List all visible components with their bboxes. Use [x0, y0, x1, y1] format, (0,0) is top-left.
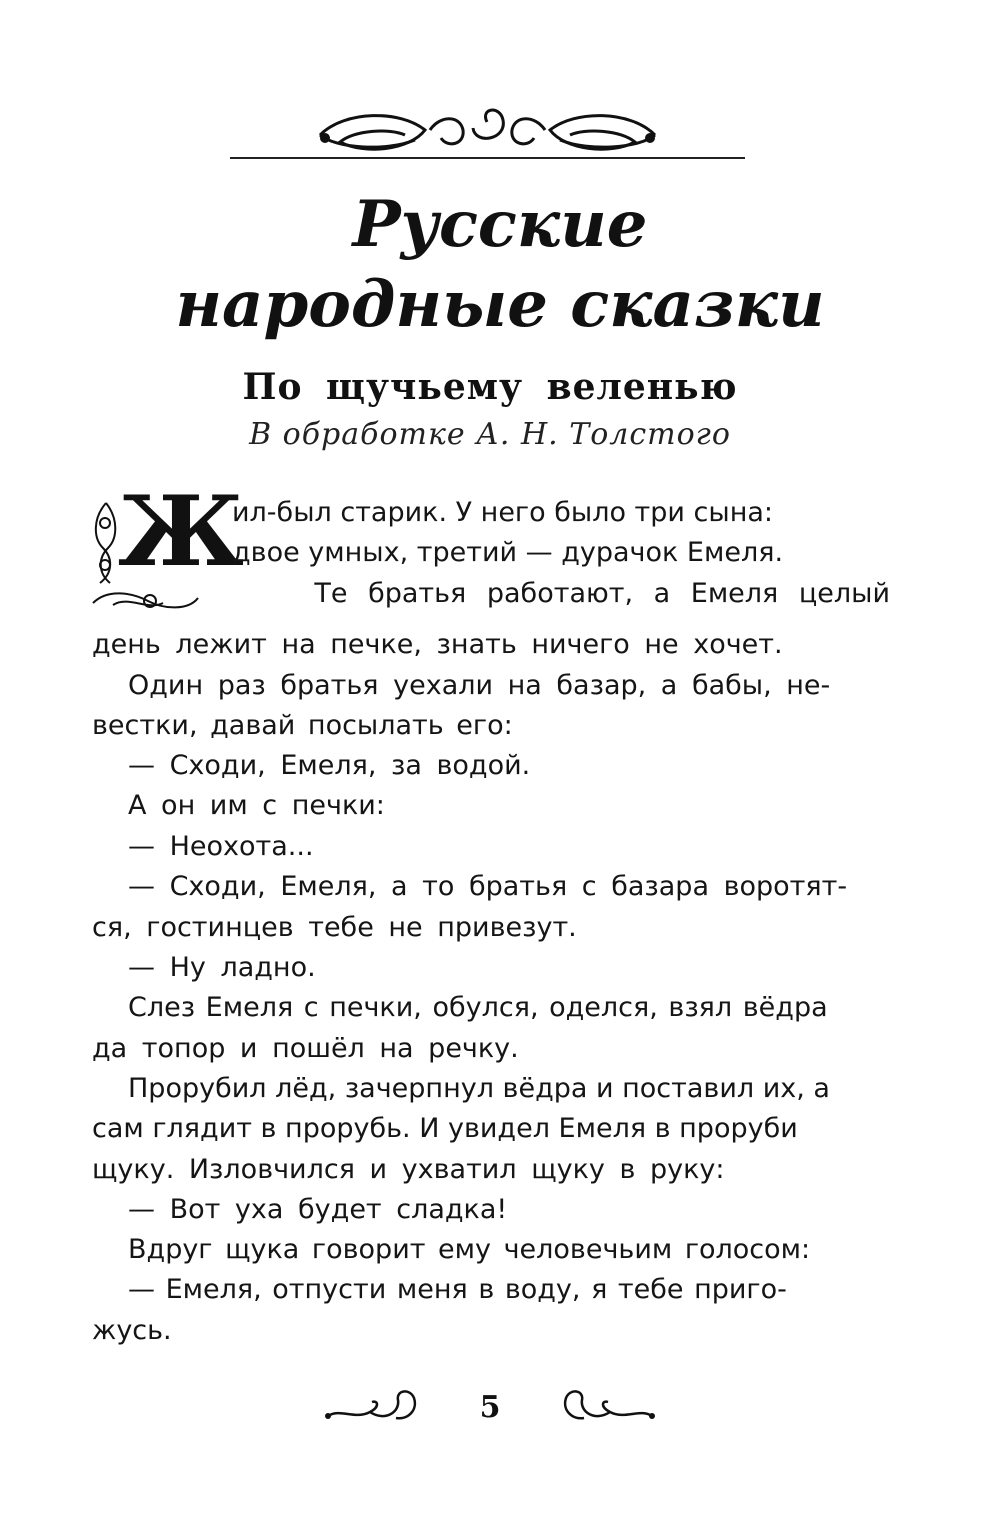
text-line-6: [92, 706, 890, 746]
text-line-content: — Неохота...: [128, 831, 314, 862]
text-line-content: Те братья работают, а Емеля целый: [314, 578, 890, 609]
text-line-content: А он им с печки:: [128, 790, 385, 821]
text-line-content: двое умных, третий — дурачок Емеля.: [232, 537, 784, 568]
text-line-content: — Вот уха будет сладка!: [128, 1194, 508, 1225]
text-line-12: [128, 948, 890, 988]
text-line-content: ил-был старик. У него было три сына:: [232, 497, 774, 528]
text-line-content: Один раз братья уехали на базар, а бабы, не-: [128, 670, 831, 701]
text-line-16: [92, 1109, 890, 1149]
top-ornament-icon: [225, 100, 750, 170]
text-line-13: [128, 988, 890, 1028]
text-line-11: [92, 908, 890, 948]
text-line-content: ся, гостинцев тебе не привезут.: [92, 912, 577, 943]
text-line-8: [128, 786, 890, 826]
text-line-9: [128, 827, 890, 867]
story-title: По щучьему веленью: [242, 366, 738, 408]
text-line-content: Вдруг щука говорит ему человечьим голосом:: [128, 1234, 811, 1265]
text-line-18: [128, 1190, 890, 1230]
text-line-content: Прорубил лёд, зачерпнул вёдра и поставил их, а: [128, 1073, 830, 1104]
text-line-4: [92, 625, 890, 665]
text-line-content: сам глядит в прорубь. И увидел Емеля в проруби: [92, 1113, 798, 1144]
text-line-content: — Сходи, Емеля, а то братья с базара воротят-: [128, 871, 848, 902]
book-title-line-2: народные сказки: [175, 267, 825, 342]
text-line-content: день лежит на печке, знать ничего не хочет.: [92, 629, 783, 660]
text-line-2: [232, 533, 890, 573]
text-line-content: — Емеля, отпусти меня в воду, я тебе приго-: [128, 1274, 787, 1305]
drop-cap-letter: Ж: [118, 475, 244, 588]
text-line-19: [128, 1230, 890, 1270]
text-line-content: жусь.: [92, 1315, 172, 1346]
text-line-content: щуку. Изловчился и ухватил щуку в руку:: [92, 1154, 725, 1185]
text-line-content: вестки, давай посылать его:: [92, 710, 513, 741]
text-line-content: — Сходи, Емеля, за водой.: [128, 750, 531, 781]
story-attribution: В обработке А. Н. Толстого: [249, 417, 731, 452]
text-line-content: Слез Емеля с печки, обулся, оделся, взял вёдра: [128, 992, 828, 1023]
text-line-content: да топор и пошёл на речку.: [92, 1033, 519, 1064]
book-title-line-1: Русские: [352, 187, 648, 262]
text-line-20: [128, 1270, 890, 1310]
text-line-3: [270, 574, 890, 614]
text-line-5: [128, 666, 890, 706]
text-line-14: [92, 1029, 890, 1069]
text-line-1: [232, 493, 890, 533]
page-number: 5: [479, 1390, 501, 1425]
text-line-content: — Ну ладно.: [128, 952, 316, 983]
text-line-7: [128, 746, 890, 786]
text-line-15: [128, 1069, 890, 1109]
text-line-10: [128, 867, 890, 907]
text-line-21: [92, 1311, 890, 1351]
text-line-17: [92, 1150, 890, 1190]
